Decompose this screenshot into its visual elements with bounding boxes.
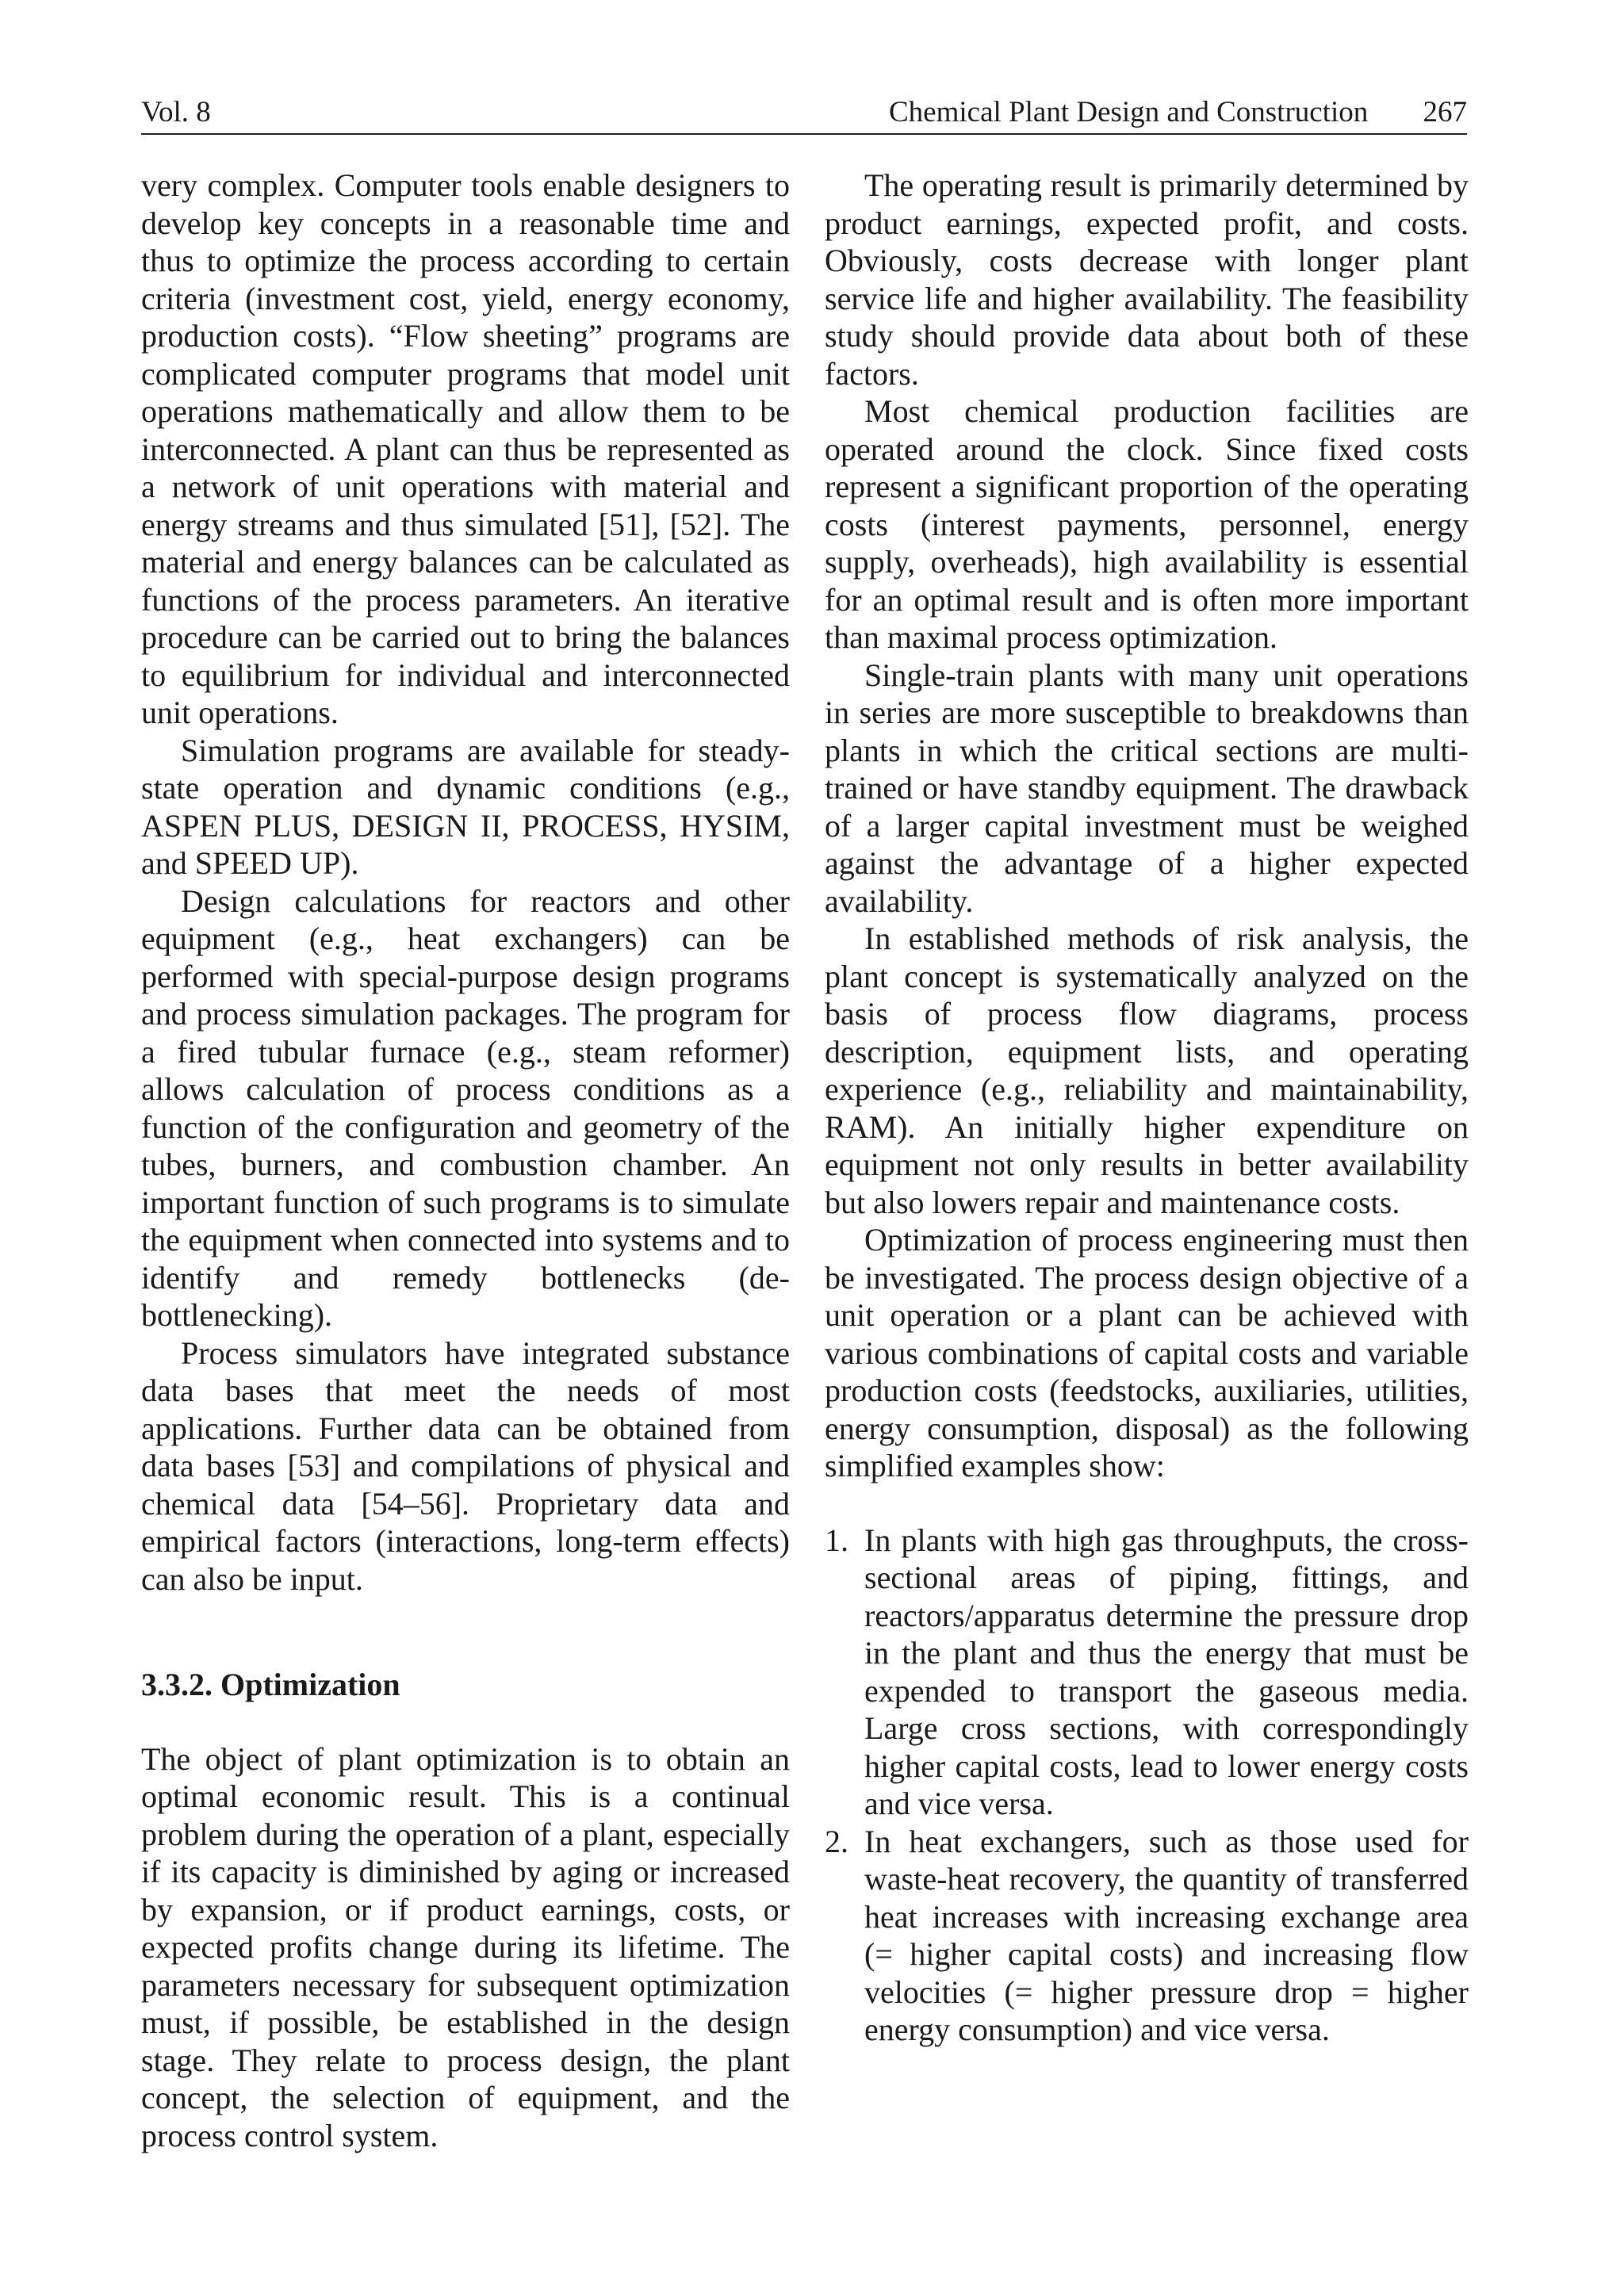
list-number: 2. <box>825 1823 848 1859</box>
paragraph: In established methods of risk analysis, the plant concept is systematically analyzed on the basis of process flow diagrams, process description, equipment lists, and operating experience (e.g., reliability and maintainability, RAM). An initially higher expenditure on equipment not only results in better availability but also lowers repair and maintenance costs. <box>825 921 1469 1220</box>
paragraph: Simulation programs are available for steady-state operation and dynamic conditions (e.g., ASPEN PLUS, DESIGN II, PROCESS, HYSIM, and SPEED UP). <box>141 732 790 881</box>
paragraph: Single-train plants with many unit operations in series are more susceptible to breakdowns than plants in which the critical sections are multi-trained or have standby equipment. The drawback of a larger capital investment must be weighed against the advantage of a higher expected availability. <box>825 657 1469 919</box>
paragraph: Design calculations for reactors and other equipment (e.g., heat exchangers) can be performed with special-purpose design programs and process simulation packages. The program for a fired tubular furnace (e.g., steam reformer) allows calculation of process conditions as a function of the configuration and geometry of the tubes, burners, and combustion chamber. An important function of such programs is to simulate the equipment when connected into systems and to identify and remedy bottlenecks (de-bottlenecking). <box>141 882 790 1333</box>
paragraph: Optimization of process engineering must then be investigated. The process design objective of a unit operation or a plant can be achieved with various combinations of capital costs and variable production costs (feedstocks, auxiliaries, utilities, energy consumption, disposal) as the following simplified examples show: <box>825 1222 1469 1483</box>
header-right <box>889 95 1467 129</box>
running-header <box>141 95 1467 135</box>
left-column <box>141 167 790 2154</box>
paragraph: very complex. Computer tools enable designers to develop key concepts in a reasonable time and thus to optimize the process according to certain criteria (investment cost, yield, energy economy, production costs). “Flow sheeting” programs are complicated computer programs that model unit operations mathematically and allow them to be interconnected. A plant can thus be represented as a network of unit operations with material and energy streams and thus simulated [51], [52]. The material and energy balances can be calculated as functions of the process parameters. An iterative procedure can be carried out to bring the balances to equilibrium for individual and interconnected unit operations. <box>141 167 790 730</box>
list-item-text: In heat exchangers, such as those used for waste-heat recovery, the quantity of transferred heat increases with increasing exchange area (= higher capital costs) and increasing flow velocities (= higher pressure drop = higher energy consumption) and vice versa. <box>864 1823 1469 2047</box>
section-heading: 3.3.2. Optimization <box>141 1667 400 1702</box>
paragraph: Most chemical production facilities are operated around the clock. Since fixed costs represent a significant proportion of the operating costs (interest payments, personnel, energy supply, overheads), high availability is essential for an optimal result and is often more important than maximal process optimization. <box>825 393 1469 655</box>
running-title: Chemical Plant Design and Construction <box>889 96 1369 128</box>
list-number: 1. <box>825 1522 848 1558</box>
paragraph: Process simulators have integrated substance data bases that meet the needs of most applications. Further data can be obtained from data bases [53] and compilations of physical and chemical data [54–56]. Proprietary data and empirical factors (interactions, long-term effects) can also be input. <box>141 1334 790 1597</box>
list-item <box>825 1823 1469 2049</box>
volume-label: Vol. 8 <box>141 96 211 128</box>
list-item <box>825 1522 1469 1823</box>
page-number: 267 <box>1423 96 1467 128</box>
paragraph: The object of plant optimization is to obtain an optimal economic result. This is a continual problem during the operation of a plant, especially if its capacity is diminished by aging or increased by expansion, or if product earnings, costs, or expected profits change during its lifetime. The parameters necessary for subsequent optimization must, if possible, be established in the design stage. They relate to process design, the plant concept, the selection of equipment, and the process control system. <box>141 1740 790 2153</box>
paragraph: The operating result is primarily determined by product earnings, expected profit, and costs. Obviously, costs decrease with longer plant service life and higher availability. The feasibility study should provide data about both of these factors. <box>825 167 1469 392</box>
examples-list <box>825 1522 1469 2049</box>
list-item-text: In plants with high gas throughputs, the cross-sectional areas of piping, fittings, and reactors/apparatus determine the pressure drop in the plant and thus the energy that must be expended to transport the gaseous media. Large cross sections, with correspondingly higher capital costs, lead to lower energy costs and vice versa. <box>864 1522 1469 1821</box>
right-column <box>825 167 1469 2049</box>
